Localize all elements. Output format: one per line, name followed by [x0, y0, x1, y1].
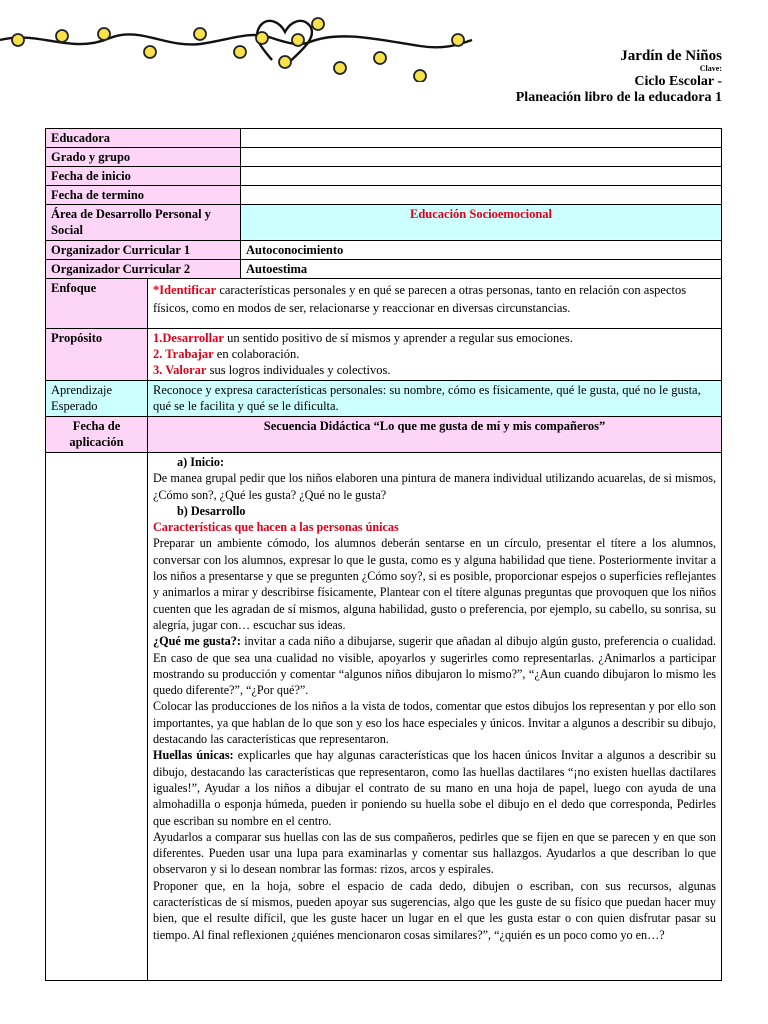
- fecha-inicio-value[interactable]: [241, 167, 722, 186]
- plan-title: Planeación libro de la educadora 1: [515, 90, 722, 105]
- enfoque-label: Enfoque: [46, 279, 148, 329]
- sequence-paragraph: Ayudarlos a comparar sus huellas con las de sus compañeros, pedirles que se fijen en que se parecen y en que son diferentes. Pueden usar una lupa para examinarlas y comentar sus hallazgos. Ayudarlos a que describan lo que observaron y si lo desean nombrar las formas: rizos, arcos y espirales.: [153, 829, 717, 877]
- proposito-3-key: 3. Valorar: [153, 363, 207, 377]
- secuencia-title: Secuencia Didáctica “Lo que me gusta de mí y mis compañeros”: [148, 417, 722, 453]
- educadora-label: Educadora: [46, 129, 241, 148]
- area-label: Área de Desarrollo Personal y Social: [46, 205, 241, 241]
- enfoque-text: *Identificar características personales y en qué se parecen a otras personas, tanto en relación con aspectos físicos, como en modos de ser, relacionarse y reaccionar en diversas circunstancias.: [148, 279, 722, 329]
- que-me-gusta-paragraph: ¿Qué me gusta?: invitar a cada niño a dibujarse, sugerir que añadan al dibujo algún gusto, preferencia o cualidad. En caso de que sea una cualidad no visible, apoyarlos y sugerirles como representarlas. ¿Animarlos a participar mostrando su producción y comentar “algunos niños dibujaron lo mismo?”, “¿Aun cuando dibujaron lo mismo les quedo diferente?”, “¿Por qué?”.: [153, 634, 717, 698]
- planning-table: [45, 128, 722, 981]
- organizador-1-label: Organizador Curricular 1: [46, 241, 241, 260]
- educadora-value[interactable]: [241, 129, 722, 148]
- organizador-2-value: Autoestima: [241, 260, 722, 279]
- organizador-1-value: Autoconocimiento: [241, 241, 722, 260]
- proposito-2-key: 2. Trabajar: [153, 347, 214, 361]
- desarrollo-heading: b) Desarrollo: [177, 503, 246, 518]
- fecha-aplicacion-value[interactable]: [46, 453, 148, 981]
- fecha-aplicacion-label: Fecha de aplicación: [46, 417, 148, 453]
- grado-label: Grado y grupo: [46, 148, 241, 167]
- sequence-body: [148, 453, 722, 981]
- sequence-paragraph: Proponer que, en la hoja, sobre el espacio de cada dedo, dibujen o escriban, con sus recursos, algunas características de sí mismos, pueden apoyar sus sugerencias, algo que les guste de su físico que puedan hacer muy bien, que el resulte difícil, que les guste hacer un lugar en el que les gusta estar o con quien disfrutar pasar su tiempo. Al final reflexionen ¿quiénes mencionaron cosas similares?”, “¿quién es un poco como yo en…?: [153, 878, 717, 942]
- aprendizaje-label: Aprendizaje Esperado: [46, 381, 148, 417]
- area-value: Educación Socioemocional: [241, 205, 722, 241]
- proposito-text: 1.Desarrollar un sentido positivo de sí mismos y aprender a regular sus emociones. 2. Trabajar en colaboración. 3. Valorar sus logros individuales y colectivos.: [148, 329, 722, 381]
- enfoque-key: *Identificar: [153, 283, 217, 297]
- sequence-subtitle: Características que hacen a las personas únicas: [153, 520, 399, 535]
- inicio-text: De manea grupal pedir que los niños elaboren una pintura de manera individual utilizando acuarelas, de si mismos, ¿Cómo son?, ¿Qué les gusta? ¿Qué no le gusta?: [153, 471, 717, 502]
- proposito-1-key: 1.Desarrollar: [153, 331, 224, 345]
- huellas-paragraph: Huellas únicas: explicarles que hay algunas características que los hacen únicos Invitar a algunos a describir su dibujo, destacando las características que representaron, como las huellas dactilares “¡no existen huellas dactilares iguales!”, Ayudar a los niños a dibujar el contrato de su mano en una hoja de papel, luego con ayuda de una almohadilla o esponja húmeda, pueden ir poniendo su huella sobe el dibujo en el dedo que corresponda, Pedirles que escriban su nombre en el centro.: [153, 748, 717, 828]
- proposito-label: Propósito: [46, 329, 148, 381]
- grado-value[interactable]: [241, 148, 722, 167]
- school-cycle: Ciclo Escolar -: [634, 74, 722, 89]
- string-lights-decoration: [0, 0, 480, 82]
- document-header: [516, 48, 722, 106]
- sequence-paragraph: Preparar un ambiente cómodo, los alumnos deberán sentarse en un círculo, presentar el títere a los alumnos, conversar con los alumnos, expresar lo que le gusta, como es y alguna habilidad que tiene. Posteriormente invitar a los niños a presentarse y que se pregunten ¿Cómo soy?, si es posible, proporcionar espejos o superficies reflejantes y animarlos a mirar y describirse físicamente, Plantear con el títere algunas preguntas que provoquen que los niños cuenten que les agradan de sí mismos, alguna habilidad, gusto o preferencia, por ejemplo, su cabello, su sonrisa, su alegría, jugar con… escuchar sus ideas.: [153, 536, 717, 632]
- organizador-2-label: Organizador Curricular 2: [46, 260, 241, 279]
- fecha-termino-value[interactable]: [241, 186, 722, 205]
- school-name: Jardín de Niños: [620, 48, 722, 64]
- fecha-termino-label: Fecha de termino: [46, 186, 241, 205]
- sequence-paragraph: Colocar las producciones de los niños a la vista de todos, comentar que estos dibujos los representan y por ello son importantes, ya que hablan de lo que son y eso los hace especiales y únicos. Invitar a algunos a describir su dibujo, destacando las características que representaron.: [153, 699, 717, 747]
- light-bulb-icon: [12, 18, 464, 82]
- fecha-inicio-label: Fecha de inicio: [46, 167, 241, 186]
- aprendizaje-text: Reconoce y expresa características personales: su nombre, cómo es físicamente, qué le gusta, qué no le gusta, qué se le facilita y qué se le dificulta.: [148, 381, 722, 417]
- clave-label: Clave:: [699, 64, 722, 73]
- inicio-heading: a) Inicio:: [177, 455, 225, 469]
